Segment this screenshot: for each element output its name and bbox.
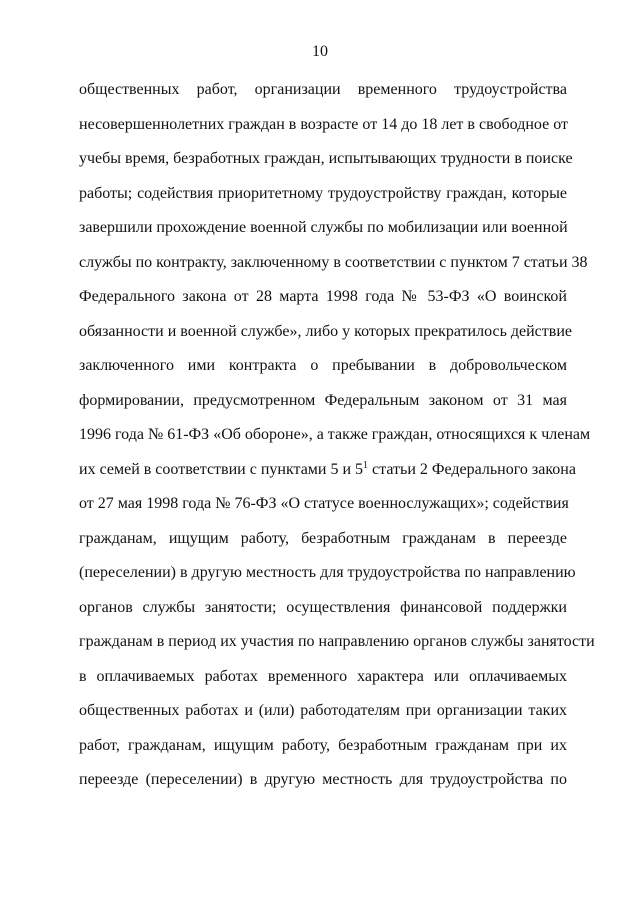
body-text [79, 73, 595, 798]
text-line: от 27 мая 1998 года № 76-ФЗ «О статусе военнослужащих»; содействия [79, 495, 569, 512]
text-line: формировании, предусмотренном Федеральным законом от 31 мая [79, 391, 567, 409]
text-line: учебы время, безработных граждан, испытывающих трудности в поиске [79, 150, 573, 167]
text-line: общественных работах и (или) работодателям при организации таких [79, 702, 567, 719]
text-fragment: статьи 2 Федерального закона [368, 460, 576, 478]
superscript: 1 [363, 459, 369, 471]
text-line: общественных работ, организации временного трудоустройства [79, 81, 567, 98]
text-line: переезде (переселении) в другую местность для трудоустройства по [79, 771, 567, 788]
text-line: Федерального закона от 28 марта 1998 года № 53-ФЗ «О воинской [79, 288, 567, 305]
page-number: 10 [312, 43, 328, 60]
text-line: органов службы занятости; осуществления финансовой поддержки [79, 598, 567, 616]
text-line: 1996 года № 61-ФЗ «Об обороне», а также граждан, относящихся к членам [79, 426, 591, 443]
text-line: работ, гражданам, ищущим работу, безработным гражданам при их [79, 736, 567, 754]
text-line: заключенного ими контракта о пребывании в добровольческом [79, 357, 567, 374]
text-line-with-superscript [79, 453, 576, 488]
text-line: (переселении) в другую местность для трудоустройства по направлению [79, 564, 576, 581]
text-line: работы; содействия приоритетному трудоустройству граждан, которые [79, 184, 567, 202]
text-line: несовершеннолетних граждан в возрасте от 14 до 18 лет в свободное от [79, 115, 568, 133]
text-line: завершили прохождение военной службы по мобилизации или военной [79, 219, 568, 236]
text-line: гражданам, ищущим работу, безработным гражданам в переезде [79, 529, 567, 547]
text-line: обязанности и военной службе», либо у которых прекратилось действие [79, 322, 572, 340]
text-fragment: их семей в соответствии с пунктами 5 и 5 [79, 460, 364, 478]
text-line: в оплачиваемых работах временного характера или оплачиваемых [79, 667, 567, 685]
text-line: службы по контракту, заключенному в соответствии с пунктом 7 статьи 38 [79, 253, 588, 271]
text-line: гражданам в период их участия по направлению органов службы занятости [79, 633, 595, 650]
